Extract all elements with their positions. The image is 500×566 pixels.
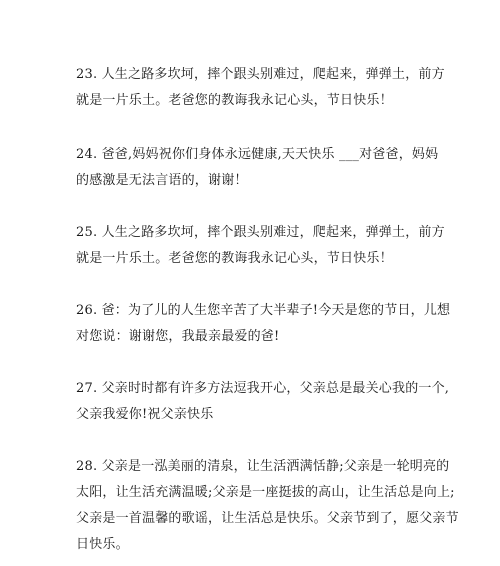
paragraph-27 <box>76 376 450 428</box>
paragraph-line: 对您说：谢谢您，我最亲最爱的爸! <box>76 329 280 344</box>
paragraph-line: 日快乐。 <box>76 537 129 552</box>
paragraph-23 <box>76 62 445 114</box>
paragraph-line: 就是一片乐土。老爸您的教诲我永记心头，节日快乐！ <box>76 93 393 108</box>
paragraph-25 <box>76 220 445 272</box>
paragraph-line: 24. 爸爸,妈妈祝你们身体永远健康,天天快乐 ___对爸爸，妈妈 <box>76 147 439 162</box>
paragraph-line: 23. 人生之路多坎坷，摔个跟头别难过，爬起来，弹弹土，前方 <box>76 67 445 82</box>
paragraph-line: 26. 爸：为了儿的人生您辛苦了大半辈子!今天是您的节日，儿想 <box>76 303 451 318</box>
paragraph-line: 28. 父亲是一泓美丽的清泉，让生活洒满恬静;父亲是一轮明亮的 <box>76 459 450 474</box>
paragraph-line: 父亲是一首温馨的歌谣，让生活总是快乐。父亲节到了，愿父亲节 <box>76 511 459 526</box>
paragraph-26 <box>76 298 451 350</box>
paragraph-28 <box>76 454 459 558</box>
paragraph-line: 就是一片乐土。老爸您的教诲我永记心头，节日快乐！ <box>76 251 393 266</box>
paragraph-line: 父亲我爱你!祝父亲快乐 <box>76 407 214 422</box>
paragraph-line: 25. 人生之路多坎坷，摔个跟头别难过，爬起来，弹弹土，前方 <box>76 225 445 240</box>
paragraph-24 <box>76 142 439 194</box>
paragraph-line: 27. 父亲时时都有许多方法逗我开心，父亲总是最关心我的一个, <box>76 381 450 396</box>
paragraph-line: 的感激是无法言语的，谢谢！ <box>76 173 248 188</box>
paragraph-line: 太阳，让生活充满温暖;父亲是一座挺拔的高山，让生活总是向上; <box>76 485 455 500</box>
